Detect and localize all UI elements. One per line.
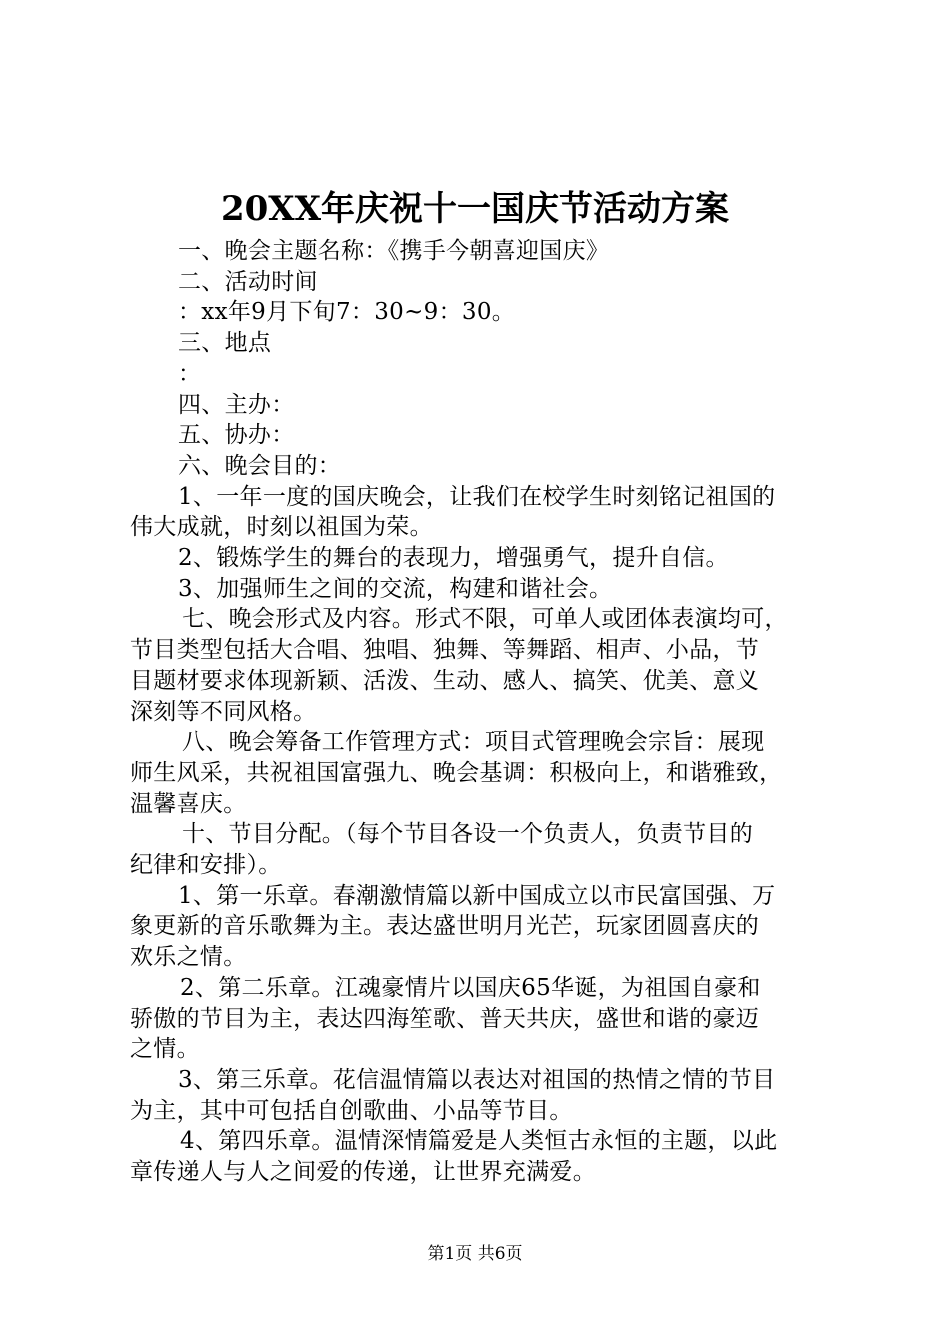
paragraph-line: 七、晚会形式及内容。形式不限，可单人或团体表演均可， (182, 606, 788, 633)
paragraph-line: 3、第三乐章。花信温情篇以表达对祖国的热情之情的节目 (178, 1066, 776, 1093)
document-body (130, 236, 830, 1188)
paragraph-purpose-3 (130, 574, 830, 605)
paragraph-program-allocation (130, 819, 830, 880)
section-purpose-heading: 六、晚会目的： (178, 452, 342, 479)
paragraph-line: 2、锻炼学生的舞台的表现力，增强勇气，提升自信。 (178, 545, 729, 572)
paragraph-format (130, 604, 830, 727)
paragraph-line: 欢乐之情。 (130, 944, 247, 971)
paragraph-movement-2 (130, 973, 830, 1065)
section-location-value: ： (178, 360, 202, 387)
paragraph-line: 1、第一乐章。春潮激情篇以新中国成立以市民富国强、万 (178, 882, 776, 909)
paragraph-line: 师生风采，共祝祖国富强九、晚会基调：积极向上，和谐雅致， (130, 759, 783, 786)
section-co-host: 五、协办： (178, 422, 295, 449)
paragraph-line: 八、晚会筹备工作管理方式：项目式管理晚会宗旨：展现 (182, 729, 765, 756)
paragraph-line: 节目类型包括大合唱、独唱、独舞、等舞蹈、相声、小品，节 (130, 637, 760, 664)
paragraph-line: 1、一年一度的国庆晚会，让我们在校学生时刻铭记祖国的 (178, 483, 776, 510)
paragraph-preparation (130, 727, 830, 819)
page-footer: 第1页 共6页 (427, 1244, 523, 1264)
paragraph-line: 伟大成就，时刻以祖国为荣。 (130, 514, 433, 541)
document-title: 20XX年庆祝十一国庆节活动方案 (220, 189, 730, 229)
section-theme: 一、晚会主题名称：《携手今朝喜迎国庆》 (178, 238, 610, 264)
paragraph-line: 纪律和安排）。 (130, 852, 282, 879)
paragraph-line: 象更新的音乐歌舞为主。表达盛世明月光芒，玩家团圆喜庆的 (130, 913, 760, 940)
section-location-heading: 三、地点 (178, 330, 272, 357)
paragraph-line: 目题材要求体现新颖、活泼、生动、感人、搞笑、优美、意义 (130, 667, 760, 694)
paragraph-line: 为主，其中可包括自创歌曲、小品等节目。 (130, 1097, 573, 1124)
paragraph-movement-3 (130, 1065, 830, 1126)
section-time-heading: 二、活动时间 (178, 268, 318, 295)
paragraph-movement-1 (130, 881, 830, 973)
paragraph-line: 章传递人与人之间爱的传递，让世界充满爱。 (130, 1159, 596, 1186)
section-time-value: ：xx年9月下旬7：30~9：30。 (178, 299, 516, 326)
paragraph-movement-4 (130, 1126, 830, 1187)
paragraph-purpose-2 (130, 543, 830, 574)
paragraph-line: 2、第二乐章。江魂豪情片以国庆65华诞，为祖国自豪和 (180, 974, 761, 1001)
paragraph-line: 骄傲的节目为主，表达四海笙歌、普天共庆，盛世和谐的豪迈 (130, 1005, 760, 1032)
paragraph-line: 深刻等不同风格。 (130, 698, 317, 725)
paragraph-line: 3、加强师生之间的交流，构建和谐社会。 (178, 575, 613, 602)
paragraph-line: 十、节目分配。（每个节目各设一个负责人，负责节目的 (182, 821, 753, 848)
paragraph-line: 之情。 (130, 1036, 200, 1063)
section-host: 四、主办： (178, 391, 295, 418)
paragraph-purpose-1 (130, 482, 830, 543)
paragraph-line: 温馨喜庆。 (130, 790, 247, 817)
paragraph-line: 4、第四乐章。温情深情篇爱是人类恒古永恒的主题，以此 (180, 1128, 778, 1155)
